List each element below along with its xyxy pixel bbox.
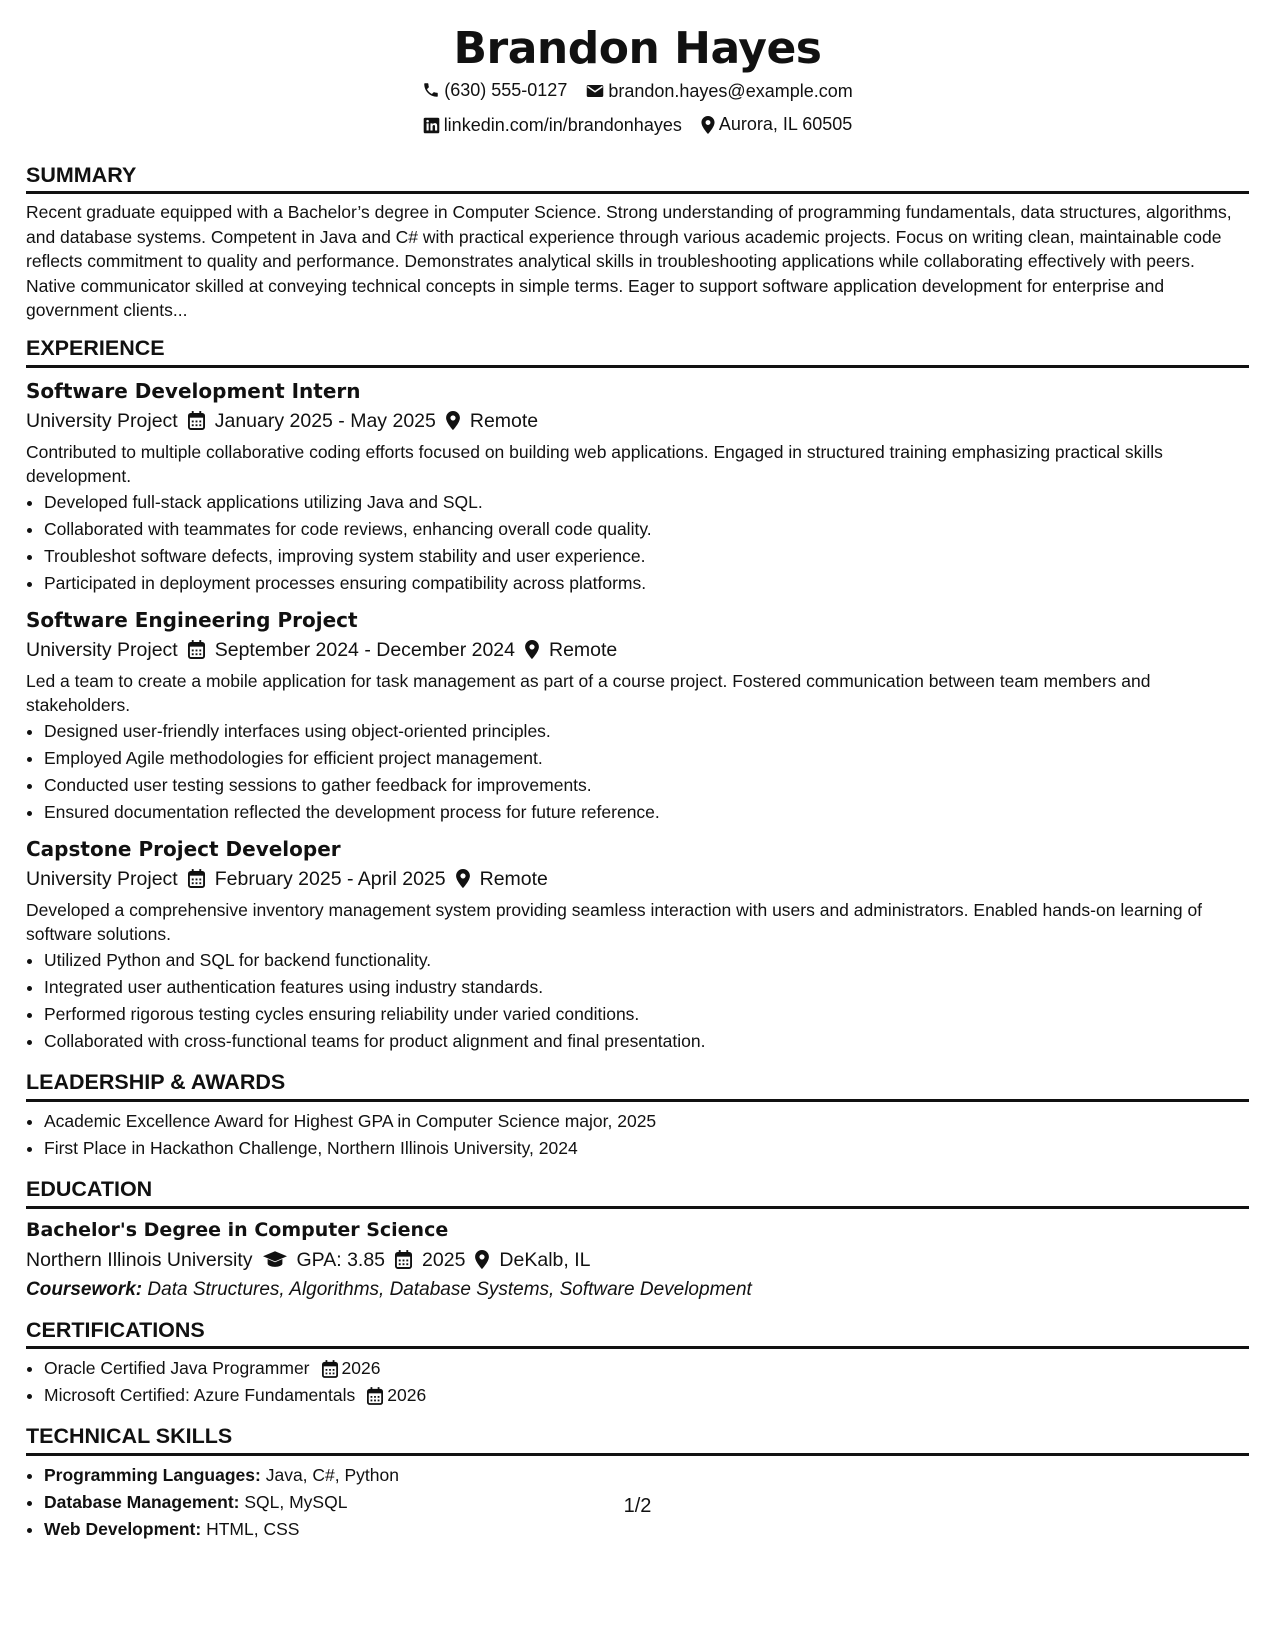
job-description: Led a team to create a mobile application for task management as part of a course project. Fostered communication between team members and stakeholders. (26, 670, 1151, 716)
linkedin-icon (423, 117, 440, 134)
certification-year: 2026 (387, 1385, 427, 1406)
job-org: University Project (26, 638, 178, 661)
list-item: • Developed full-stack applications utilizing Java and SQL. (44, 489, 1249, 516)
graduation-year (395, 1245, 465, 1275)
list-item: • Designed user-friendly interfaces using object-oriented principles. (44, 718, 1249, 745)
email-text: brandon.hayes@example.com (608, 80, 853, 101)
list-item: • Collaborated with cross-functional teams for product alignment and final presentation. (44, 1028, 1249, 1055)
list-item: • Integrated user authentication features using industry standards. (44, 974, 1249, 1001)
list-item: • Employed Agile methodologies for efficient project management. (44, 745, 1249, 772)
phone-text: (630) 555-0127 (444, 79, 568, 100)
skill-label: Web Development: (44, 1519, 202, 1540)
skill-label: Programming Languages: (44, 1465, 261, 1486)
candidate-name: Brandon Hayes (453, 23, 822, 74)
job-entry (26, 605, 1249, 826)
certification-name: • Microsoft Certified: Azure Fundamentals (44, 1385, 356, 1406)
list-item: • First Place in Hackathon Challenge, Northern Illinois University, 2024 (44, 1135, 1249, 1162)
awards-list (26, 1108, 1249, 1162)
location-text: Aurora, IL 60505 (718, 114, 853, 135)
experience-heading: EXPERIENCE (26, 335, 1249, 368)
calendar-icon (367, 1387, 383, 1405)
page-number: 1/2 (623, 1495, 652, 1517)
calendar-icon (188, 640, 205, 659)
gpa (263, 1245, 386, 1275)
education-heading: EDUCATION (26, 1176, 1249, 1209)
map-pin-icon (525, 640, 539, 659)
job-title: Software Development Intern (26, 378, 361, 403)
list-item: • Conducted user testing sessions to gather feedback for improvements. (44, 772, 1249, 799)
school-location-text: DeKalb, IL (499, 1248, 591, 1271)
calendar-icon (395, 1250, 412, 1269)
job-location-text: Remote (548, 638, 618, 661)
job-dates (188, 635, 515, 665)
job-dates-text: February 2025 - April 2025 (214, 867, 446, 890)
gpa-text: GPA: 3.85 (296, 1248, 386, 1271)
phone-contact (422, 75, 567, 106)
job-description: Developed a comprehensive inventory management system providing seamless interaction with users and administrators. Enabled hands-on learning of software solutions. (26, 899, 1203, 945)
linkedin-contact[interactable] (423, 110, 682, 141)
phone-icon (422, 81, 440, 99)
job-location (456, 864, 548, 894)
list-item: • Ensured documentation reflected the development process for future reference. (44, 799, 1249, 826)
job-meta (26, 864, 1249, 894)
skill-value: HTML, CSS (206, 1519, 300, 1540)
job-meta (26, 635, 1249, 665)
resume-page (26, 0, 1249, 1543)
job-bullets (26, 489, 1249, 597)
list-item: • Troubleshot software defects, improving system stability and user experience. (44, 543, 1249, 570)
graduation-cap-icon (263, 1251, 287, 1268)
job-entry (26, 376, 1249, 597)
summary-text: Recent graduate equipped with a Bachelor’s degree in Computer Science. Strong understanding of programming fundamentals, data structures, algorithms, and database systems. Competent in Java and C# with practical experience through various academic projects. Focus on writing clean, maintainable code reflects commitment to quality and performance. Demonstrates analytical skills in troubleshooting applications while collaborating effectively with peers. Native communicator skilled at conveying technical concepts in simple terms. Eager to support software application development for enterprise and government clients... (26, 202, 1232, 321)
school-location (475, 1245, 590, 1275)
contact-line-1 (26, 75, 1249, 110)
graduation-year-text: 2025 (422, 1248, 466, 1271)
skill-value: SQL, MySQL (244, 1492, 348, 1513)
certifications-heading: CERTIFICATIONS (26, 1317, 1249, 1350)
skill-value: Java, C#, Python (265, 1465, 399, 1486)
job-dates-text: January 2025 - May 2025 (214, 409, 436, 432)
education-meta (26, 1245, 1249, 1275)
map-pin-icon (456, 869, 470, 888)
job-dates (188, 406, 436, 436)
list-item (44, 1382, 1249, 1409)
job-location-text: Remote (469, 409, 539, 432)
degree-title: Bachelor's Degree in Computer Science (26, 1218, 449, 1241)
coursework (26, 1275, 1249, 1305)
certification-entry (44, 1355, 380, 1382)
calendar-icon (322, 1360, 338, 1378)
coursework-label: Coursework: (26, 1278, 143, 1300)
certification-name: • Oracle Certified Java Programmer (44, 1358, 310, 1379)
certifications-list (26, 1355, 1249, 1409)
certification-entry (44, 1382, 426, 1409)
calendar-icon (188, 411, 205, 430)
contact-line-2 (26, 109, 1249, 144)
job-bullets (26, 947, 1249, 1055)
list-item (44, 1516, 1249, 1543)
skills-heading: TECHNICAL SKILLS (26, 1423, 1249, 1456)
job-bullets (26, 718, 1249, 826)
list-item: • Participated in deployment processes ensuring compatibility across platforms. (44, 570, 1249, 597)
list-item: • Utilized Python and SQL for backend functionality. (44, 947, 1249, 974)
skill-label: Database Management: (44, 1492, 240, 1513)
job-description: Contributed to multiple collaborative coding efforts focused on building web applications. Engaged in structured training emphasizing practical skills development. (26, 441, 1163, 487)
job-location-text: Remote (479, 867, 548, 890)
calendar-icon (188, 869, 205, 888)
job-title: Capstone Project Developer (26, 836, 341, 861)
summary-heading: SUMMARY (26, 162, 1249, 195)
awards-heading: LEADERSHIP & AWARDS (26, 1069, 1249, 1102)
email-contact[interactable] (586, 76, 852, 107)
location-contact (701, 109, 852, 140)
coursework-text: Data Structures, Algorithms, Database Systems, Software Development (147, 1278, 752, 1300)
map-pin-icon (475, 1250, 489, 1269)
list-item: • Academic Excellence Award for Highest GPA in Computer Science major, 2025 (44, 1108, 1249, 1135)
job-title: Software Engineering Project (26, 607, 358, 632)
list-item: • Performed rigorous testing cycles ensuring reliability under varied conditions. (44, 1001, 1249, 1028)
job-org: University Project (26, 409, 178, 432)
map-pin-icon (701, 116, 715, 134)
job-entry (26, 834, 1249, 1055)
job-location (446, 406, 538, 436)
list-item (44, 1355, 1249, 1382)
job-dates (188, 864, 446, 894)
map-pin-icon (446, 411, 460, 430)
certification-year: 2026 (341, 1358, 381, 1379)
envelope-icon (586, 83, 604, 99)
job-location (525, 635, 617, 665)
school-name: Northern Illinois University (26, 1248, 253, 1271)
job-meta (26, 406, 1249, 436)
job-dates-text: September 2024 - December 2024 (214, 638, 515, 661)
list-item: • Collaborated with teammates for code reviews, enhancing overall code quality. (44, 516, 1249, 543)
linkedin-text: linkedin.com/in/brandonhayes (443, 114, 682, 135)
job-org: University Project (26, 867, 178, 890)
list-item (44, 1462, 1249, 1489)
